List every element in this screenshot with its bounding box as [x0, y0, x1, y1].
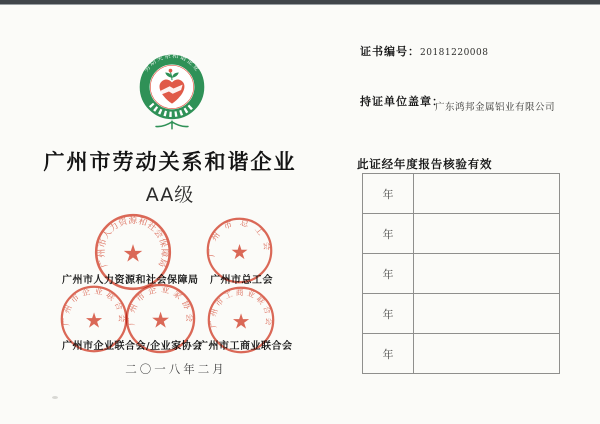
blank-cell [414, 174, 559, 213]
issue-date: 二〇一八年二月 [125, 362, 227, 376]
harmonious-enterprise-emblem [134, 52, 210, 136]
star-icon: ★ [84, 308, 104, 333]
table-row [363, 213, 559, 253]
year-cell: 年 [363, 294, 414, 333]
scan-edge-shadow [0, 4, 600, 5]
emblem-wheat-spray [156, 121, 188, 129]
blank-cell [414, 254, 559, 293]
table-row [363, 333, 559, 373]
seal-ring-text: 广州市总工会 [206, 216, 273, 258]
scan-smudge [52, 396, 58, 399]
year-cell: 年 [363, 174, 414, 213]
annual-verification-table [362, 173, 560, 374]
star-icon: ★ [122, 239, 144, 268]
table-row [363, 293, 559, 333]
seal-trade-union [205, 216, 274, 285]
seal-label-industry-commerce-federation: 广州市工商业联合会 [198, 341, 293, 352]
seal-label-enterprise-federation: 广州市企业联合会/企业家协会 [62, 341, 203, 352]
emblem-ring-text: 劳动关系和谐企业 [142, 52, 202, 74]
blank-cell [414, 334, 559, 373]
seal-ring-text: 广州市企业家协会 [126, 283, 195, 326]
holder-stamp-label: 持证单位盖章： [360, 95, 444, 108]
star-icon: ★ [230, 239, 249, 264]
seal-entrepreneur-association [124, 282, 197, 355]
table-row [363, 174, 559, 213]
certificate-number-label: 证书编号： [360, 45, 420, 58]
seal-hrss-bureau [93, 212, 173, 292]
seal-enterprise-federation [59, 284, 129, 354]
certificate-grade: AA级 [145, 184, 195, 206]
blank-cell [414, 294, 559, 333]
certificate-title: 广州市劳动关系和谐企业 [43, 150, 297, 174]
year-cell: 年 [363, 254, 414, 293]
certificate-number-value: 20181220008 [420, 48, 489, 58]
blank-cell [414, 214, 559, 253]
emblem-bud [169, 69, 173, 73]
seal-label-hrss-bureau: 广州市人力资源和社会保障局 [62, 275, 199, 286]
year-cell: 年 [363, 334, 414, 373]
table-row [363, 253, 559, 293]
star-icon: ★ [150, 308, 171, 334]
seal-label-trade-union: 广州市总工会 [210, 275, 273, 286]
seal-industry-commerce-federation [206, 285, 276, 355]
seal-ring-text: 广州市工商业联合会 [208, 287, 274, 329]
seal-ring-text: 广州市企业联合会 [61, 286, 127, 327]
star-icon: ★ [231, 309, 251, 334]
holder-company-name: 广东鸿邦金属铝业有限公司 [435, 102, 556, 113]
seal-ring-text: 广州市人力资源和社会保障局 [97, 216, 169, 269]
year-cell: 年 [363, 214, 414, 253]
validity-note: 此证经年度报告核验有效 [357, 157, 493, 171]
